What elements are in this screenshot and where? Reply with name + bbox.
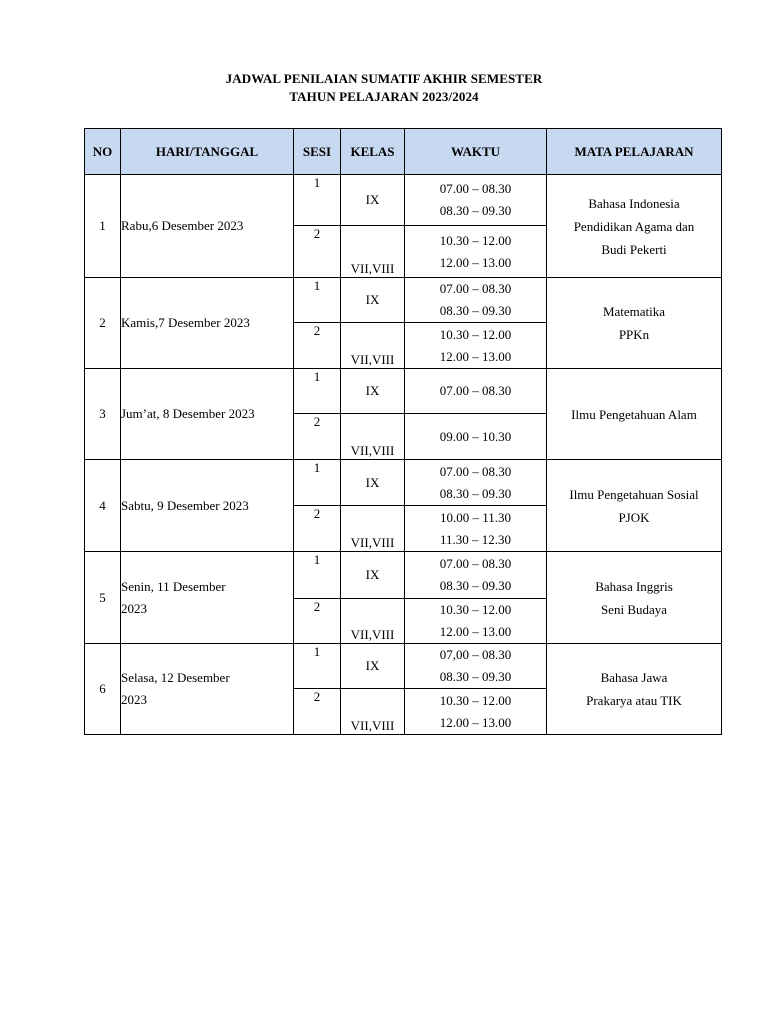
subject-line: Bahasa Indonesia (588, 195, 680, 211)
subject-line: PJOK (618, 509, 650, 525)
day-date-cell (121, 369, 294, 460)
session-number: 2 (294, 506, 341, 552)
session-number: 1 (294, 460, 341, 506)
table-row (85, 369, 722, 414)
class-cell: VII,VIII (341, 506, 405, 552)
header-kelas: KELAS (341, 129, 405, 175)
subject-cell (547, 460, 722, 552)
time-slot: 08.30 – 09.30 (439, 203, 512, 218)
time-slot: 12.00 – 13.00 (439, 348, 512, 364)
class-cell: IX (341, 460, 405, 506)
document-title (0, 70, 768, 106)
day-date-line: 2023 (121, 600, 147, 616)
time-cell (405, 552, 547, 599)
subject-cell (547, 369, 722, 460)
time-cell (405, 599, 547, 644)
table-row (85, 175, 722, 226)
row-number: 3 (85, 369, 121, 460)
day-date-line: 2023 (121, 692, 147, 707)
subject-line: PPKn (618, 327, 650, 342)
title-line-1: JADWAL PENILAIAN SUMATIF AKHIR SEMESTER (225, 71, 543, 86)
session-number: 2 (294, 226, 341, 278)
time-slot: 10.30 – 12.00 (439, 602, 512, 617)
day-date-line: Selasa, 12 Desember (121, 670, 230, 685)
subject-line: Prakarya atau TIK (586, 693, 682, 708)
time-cell (405, 460, 547, 506)
class-cell: VII,VIII (341, 226, 405, 278)
time-cell (405, 226, 547, 278)
header-waktu: WAKTU (405, 129, 547, 175)
day-date-cell (121, 552, 294, 644)
subject-line: Pendidikan Agama dan (573, 218, 695, 234)
time-slot: 07.00 – 08.30 (439, 463, 512, 479)
day-date-cell (121, 460, 294, 552)
subject-cell (547, 175, 722, 278)
subject-cell (547, 552, 722, 644)
day-date-line: Sabtu, 9 Desember 2023 (121, 497, 249, 513)
class-cell: VII,VIII (341, 689, 405, 735)
time-cell (405, 369, 547, 414)
schedule-table (84, 128, 722, 735)
time-cell (405, 506, 547, 552)
time-cell (405, 175, 547, 226)
class-cell: IX (341, 369, 405, 414)
session-number: 2 (294, 323, 341, 369)
table-row (85, 460, 722, 506)
class-cell: IX (341, 278, 405, 323)
header-mata-pelajaran: MATA PELAJARAN (547, 129, 722, 175)
time-slot: 10.30 – 12.00 (439, 692, 512, 708)
day-date-cell (121, 175, 294, 278)
row-number: 5 (85, 552, 121, 644)
time-slot: 11.30 – 12.30 (439, 531, 512, 547)
header-sesi: SESI (294, 129, 341, 175)
header-no: NO (85, 129, 121, 175)
day-date-cell (121, 644, 294, 735)
time-cell (405, 323, 547, 369)
session-number: 1 (294, 175, 341, 226)
time-slot: 08.30 – 09.30 (439, 303, 512, 318)
subject-line: Seni Budaya (600, 601, 668, 617)
session-number: 1 (294, 644, 341, 689)
subject-line: Ilmu Pengetahuan Alam (571, 406, 697, 422)
day-date-line: Jum’at, 8 Desember 2023 (121, 406, 255, 421)
session-number: 1 (294, 552, 341, 599)
time-slot: 08.30 – 09.30 (439, 485, 512, 501)
day-date-line: Rabu,6 Desember 2023 (121, 218, 244, 233)
time-slot: 12.00 – 13.00 (439, 624, 512, 639)
table-header-row (85, 129, 722, 175)
session-number: 2 (294, 414, 341, 460)
class-cell: IX (341, 552, 405, 599)
time-cell (405, 278, 547, 323)
row-number: 1 (85, 175, 121, 278)
subject-line: Ilmu Pengetahuan Sosial (569, 486, 699, 502)
time-slot: 10.30 – 12.00 (439, 326, 512, 342)
class-cell: IX (341, 644, 405, 689)
row-number: 4 (85, 460, 121, 552)
time-cell (405, 414, 547, 460)
class-cell: VII,VIII (341, 414, 405, 460)
row-number: 2 (85, 278, 121, 369)
day-date-line: Kamis,7 Desember 2023 (121, 315, 250, 330)
header-hari-tanggal: HARI/TANGGAL (121, 129, 294, 175)
session-number: 2 (294, 689, 341, 735)
time-slot: 09.00 – 10.30 (439, 428, 512, 444)
time-slot: 07.00 – 08.30 (439, 383, 512, 398)
table-row (85, 278, 722, 323)
time-slot: 07.00 – 08.30 (439, 556, 512, 571)
subject-line: Budi Pekerti (601, 241, 667, 257)
time-slot: 07,00 – 08.30 (439, 647, 512, 662)
time-slot: 10.00 – 11.30 (439, 509, 512, 525)
title-line-2: TAHUN PELAJARAN 2023/2024 (289, 89, 479, 104)
class-cell: VII,VIII (341, 323, 405, 369)
subject-cell (547, 644, 722, 735)
session-number: 2 (294, 599, 341, 644)
time-slot: 07.00 – 08.30 (439, 281, 512, 296)
time-slot: 10.30 – 12.00 (439, 232, 512, 248)
time-cell (405, 644, 547, 689)
time-slot: 07.00 – 08.30 (439, 181, 512, 196)
row-number: 6 (85, 644, 121, 735)
subject-cell (547, 278, 722, 369)
session-number: 1 (294, 369, 341, 414)
day-date-line: Senin, 11 Desember (121, 578, 226, 594)
subject-line: Bahasa Jawa (600, 670, 668, 685)
table-body (85, 175, 722, 735)
subject-line: Matematika (602, 304, 666, 319)
day-date-cell (121, 278, 294, 369)
time-slot: 08.30 – 09.30 (439, 578, 512, 593)
table-row (85, 644, 722, 689)
time-slot: 08.30 – 09.30 (439, 669, 512, 684)
time-slot: 12.00 – 13.00 (439, 254, 512, 270)
table-row (85, 552, 722, 599)
time-slot: 12.00 – 13.00 (439, 714, 512, 730)
time-cell (405, 689, 547, 735)
subject-line: Bahasa Inggris (595, 578, 673, 594)
class-cell: VII,VIII (341, 599, 405, 644)
class-cell: IX (341, 175, 405, 226)
session-number: 1 (294, 278, 341, 323)
